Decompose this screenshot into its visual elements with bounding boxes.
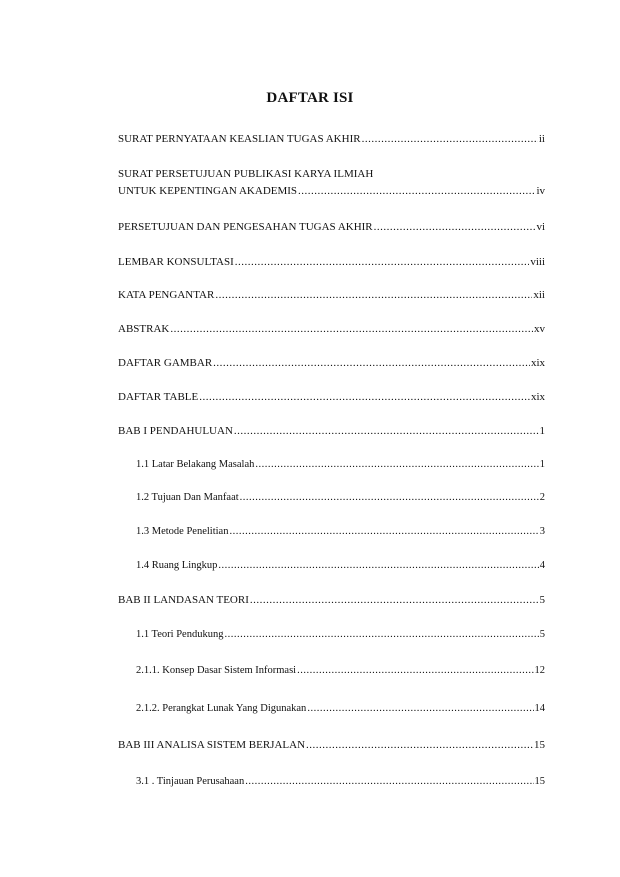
- leader-dots: [213, 356, 530, 370]
- toc-entry: [118, 593, 545, 607]
- leader-dots: [229, 525, 538, 539]
- toc-entry: [136, 664, 545, 678]
- toc-entry-page: 14: [534, 703, 545, 714]
- toc-entry-label: SURAT PERNYATAAN KEASLIAN TUGAS AKHIR: [118, 133, 361, 145]
- toc-entry-page: 2: [539, 492, 545, 503]
- leader-dots: [215, 288, 532, 302]
- leader-dots: [298, 184, 535, 198]
- toc-entry-page: vi: [536, 221, 545, 233]
- leader-dots: [240, 491, 539, 505]
- toc-entry-page: 1: [539, 459, 545, 470]
- toc-entry-label: KATA PENGANTAR: [118, 289, 215, 301]
- toc-entry-label: ABSTRAK: [118, 323, 170, 335]
- toc-entry-label: 1.3 Metode Penelitian: [136, 526, 229, 537]
- toc-entry: [118, 424, 545, 438]
- leader-dots: [297, 664, 533, 678]
- toc-entry: [118, 184, 545, 198]
- toc-entry-label: 1.2 Tujuan Dan Manfaat: [136, 492, 239, 503]
- toc-entry: [118, 356, 545, 370]
- toc-entry: [136, 702, 545, 716]
- leader-dots: [306, 738, 533, 752]
- leader-dots: [199, 390, 530, 404]
- leader-dots: [374, 220, 536, 234]
- toc-entry-page: 1: [539, 425, 545, 437]
- toc-entry: [118, 322, 545, 336]
- toc-entry: [118, 132, 545, 146]
- toc-entry-label: 3.1 . Tinjauan Perusahaan: [136, 776, 245, 787]
- leader-dots: [235, 255, 530, 269]
- page-title: DAFTAR ISI: [266, 90, 354, 106]
- toc-entry-label: 1.1 Latar Belakang Masalah: [136, 459, 255, 470]
- toc-entry: [136, 491, 545, 505]
- toc-entry-label: LEMBAR KONSULTASI: [118, 256, 234, 268]
- toc-entry-page: xv: [534, 323, 545, 335]
- toc-entry: [136, 458, 545, 472]
- toc-entry: [118, 220, 545, 234]
- leader-dots: [170, 322, 533, 336]
- toc-entry: [136, 559, 545, 573]
- toc-entry-page: 4: [539, 560, 545, 571]
- toc-entry: [136, 628, 545, 642]
- leader-dots: [218, 559, 538, 573]
- leader-dots: [250, 593, 539, 607]
- toc-entry-page: 5: [539, 594, 545, 606]
- toc-entry-page: 5: [539, 629, 545, 640]
- toc-entry-page: 15: [534, 776, 545, 787]
- toc-entry-page: ii: [538, 133, 545, 145]
- toc-entry-label: UNTUK KEPENTINGAN AKADEMIS: [118, 185, 298, 197]
- leader-dots: [255, 458, 538, 472]
- toc-entry-page: 15: [534, 739, 545, 751]
- toc-entry: [136, 775, 545, 789]
- toc-entry-label: DAFTAR TABLE: [118, 391, 199, 403]
- leader-dots: [234, 424, 539, 438]
- toc-entry-label: PERSETUJUAN DAN PENGESAHAN TUGAS AKHIR: [118, 221, 373, 233]
- toc-entry-label: 1.1 Teori Pendukung: [136, 629, 224, 640]
- toc-entry-page: 3: [539, 526, 545, 537]
- toc-entry-label: BAB I PENDAHULUAN: [118, 425, 233, 437]
- toc-entry: [118, 738, 545, 752]
- toc-entry-page: 12: [534, 665, 545, 676]
- toc-entry-label: 2.1.1. Konsep Dasar Sistem Informasi: [136, 665, 297, 676]
- leader-dots: [307, 702, 533, 716]
- toc-entry-page: xix: [530, 357, 545, 369]
- toc-entry-page: xii: [533, 289, 545, 301]
- toc-entry: [118, 390, 545, 404]
- toc-entry-label: 1.4 Ruang Lingkup: [136, 560, 218, 571]
- toc-entry-page: iv: [536, 185, 545, 197]
- toc-entry-page: viii: [530, 256, 545, 268]
- leader-dots: [362, 132, 538, 146]
- toc-entry-label: DAFTAR GAMBAR: [118, 357, 213, 369]
- toc-entry: [136, 525, 545, 539]
- toc-entry-page: xix: [530, 391, 545, 403]
- toc-entry: [118, 288, 545, 302]
- toc-entry: [118, 255, 545, 269]
- toc-entry-label-line1: SURAT PERSETUJUAN PUBLIKASI KARYA ILMIAH: [118, 168, 374, 180]
- toc-entry-label: BAB III ANALISA SISTEM BERJALAN: [118, 739, 306, 751]
- leader-dots: [224, 628, 538, 642]
- toc-entry-label: 2.1.2. Perangkat Lunak Yang Digunakan: [136, 703, 307, 714]
- leader-dots: [245, 775, 533, 789]
- toc-entry-label: BAB II LANDASAN TEORI: [118, 594, 249, 606]
